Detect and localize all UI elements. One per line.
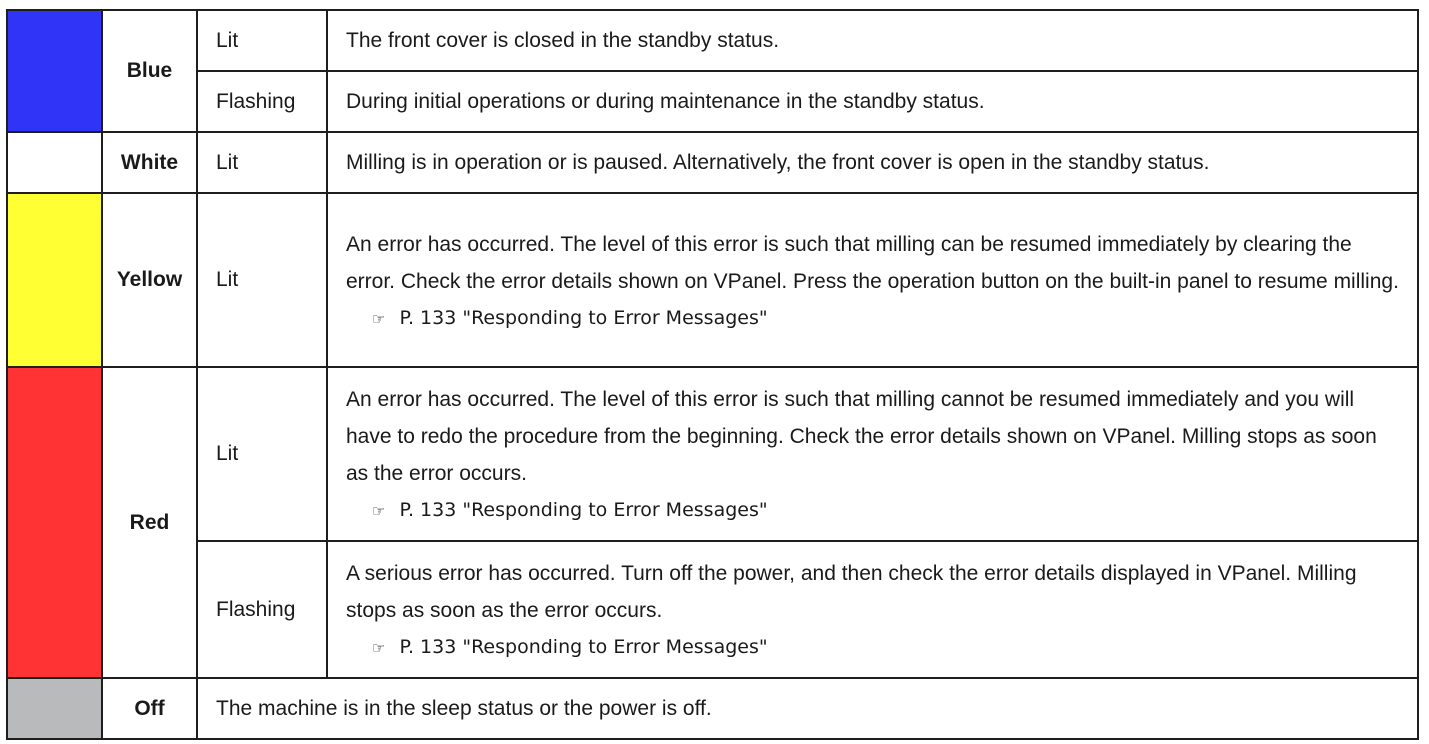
state-cell: Flashing	[197, 71, 327, 132]
color-swatch-off	[7, 678, 102, 739]
color-swatch-yellow	[7, 193, 102, 367]
color-name-red: Red	[102, 367, 197, 678]
color-name-white: White	[102, 132, 197, 193]
description-cell	[327, 541, 1418, 678]
pointing-hand-icon: ☞	[372, 502, 386, 520]
color-swatch-blue	[7, 10, 102, 132]
color-swatch-white	[7, 132, 102, 193]
led-status-table	[6, 9, 1419, 740]
state-cell: Lit	[197, 132, 327, 193]
color-name-off: Off	[102, 678, 197, 739]
description-text: A serious error has occurred. Turn off the power, and then check the error details displayed in VPanel. Milling stops as soon as the error occurs.	[346, 562, 1357, 622]
page-reference-link[interactable]	[346, 302, 1401, 335]
table-row	[7, 132, 1418, 193]
page-reference-link[interactable]	[346, 631, 1401, 664]
reference-text: P. 133 "Responding to Error Messages"	[399, 499, 768, 521]
state-cell: Lit	[197, 367, 327, 541]
description-text: An error has occurred. The level of this error is such that milling cannot be resumed immediately and you will have to redo the procedure from the beginning. Check the error details shown on VPanel. Milling stops as soon as the error occurs.	[346, 388, 1377, 485]
color-name-blue: Blue	[102, 10, 197, 132]
table-row	[7, 71, 1418, 132]
description-cell	[327, 193, 1418, 367]
color-name-yellow: Yellow	[102, 193, 197, 367]
description-cell: During initial operations or during maintenance in the standby status.	[327, 71, 1418, 132]
pointing-hand-icon: ☞	[372, 309, 386, 328]
table-row	[7, 10, 1418, 71]
description-cell	[327, 367, 1418, 541]
state-cell: Lit	[197, 10, 327, 71]
reference-text: P. 133 "Responding to Error Messages"	[399, 306, 768, 329]
table-row	[7, 367, 1418, 541]
description-text: An error has occurred. The level of this error is such that milling can be resumed immediately by clearing the error. Check the error details shown on VPanel. Press the operation button on the built-in panel to resume milling.	[346, 232, 1399, 293]
state-cell: Lit	[197, 193, 327, 367]
description-cell: Milling is in operation or is paused. Alternatively, the front cover is open in the standby status.	[327, 132, 1418, 193]
state-cell: Flashing	[197, 541, 327, 678]
description-cell: The front cover is closed in the standby status.	[327, 10, 1418, 71]
color-swatch-red	[7, 367, 102, 678]
pointing-hand-icon: ☞	[372, 639, 386, 657]
reference-text: P. 133 "Responding to Error Messages"	[399, 636, 768, 658]
page-reference-link[interactable]	[346, 494, 1401, 527]
description-cell: The machine is in the sleep status or the power is off.	[197, 678, 1418, 739]
table-row	[7, 678, 1418, 739]
table-row	[7, 541, 1418, 678]
table-row	[7, 193, 1418, 367]
